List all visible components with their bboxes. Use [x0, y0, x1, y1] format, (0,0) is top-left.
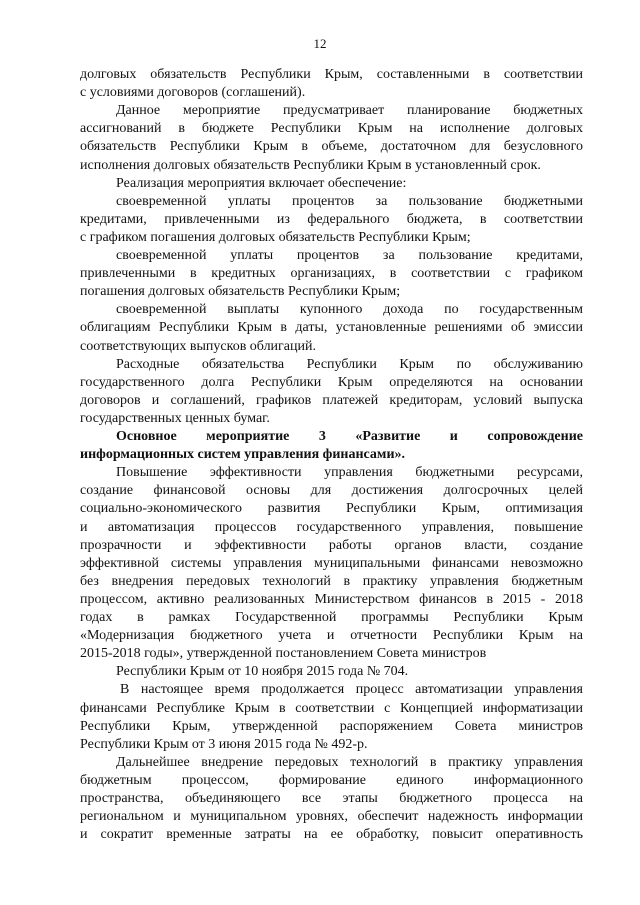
paragraph-line: привлеченными в кредитных организациях, в соответствии с графиком: [80, 266, 583, 282]
paragraph-line: региональном и муниципальном уровнях, обеспечит надежность информации: [80, 809, 583, 825]
paragraph-line: бюджетным процессом, формирование единого информационного: [80, 772, 583, 788]
paragraph-line: Реализация мероприятия включает обеспечение:: [116, 175, 407, 191]
paragraph-line: финансами Республике Крым в соответствии с Концепцией информатизации: [80, 700, 583, 716]
paragraph-line: «Модернизация бюджетного учета и отчетности Республики Крым на: [80, 628, 583, 644]
paragraph-line: создание финансовой основы для достижения долгосрочных целей: [80, 483, 583, 499]
paragraph-line: прозрачности и эффективности работы органов власти, создание: [80, 537, 583, 553]
paragraph-line: своевременной уплаты процентов за пользование бюджетными: [116, 193, 583, 209]
paragraph-line: Республики Крым от 10 ноября 2015 года № 704.: [116, 664, 409, 680]
paragraph-line: государственных ценных бумаг.: [80, 410, 270, 426]
paragraph-line: Повышение эффективности управления бюджетными ресурсами,: [116, 465, 583, 481]
paragraph-line: государственного долга Республики Крым определяются на основании: [80, 374, 583, 390]
paragraph-line: без внедрения передовых технологий в практику управления бюджетным: [80, 573, 583, 589]
paragraph-line: Республики Крым от 3 июня 2015 года № 492-р.: [80, 736, 368, 752]
section-heading-line: Основное мероприятие 3 «Развитие и сопровождение: [116, 429, 583, 444]
paragraph-line: эффективной системы управления муниципальными финансами невозможно: [80, 555, 583, 571]
paragraph-line: процессом, активно реализованных Министерством финансов в 2015 - 2018: [80, 591, 583, 607]
paragraph-line: своевременной уплаты процентов за пользование кредитами,: [116, 248, 583, 263]
paragraph-line: Расходные обязательства Республики Крым по обслуживанию: [116, 356, 583, 372]
paragraph-line: с условиями договоров (соглашений).: [80, 85, 306, 101]
page-number: 12: [313, 36, 327, 51]
paragraph-line: Данное мероприятие предусматривает планирование бюджетных: [116, 103, 583, 119]
paragraph-line: социально-экономического развития Республики Крым, оптимизация: [80, 501, 583, 517]
paragraph-line: ассигнований в бюджете Республики Крым на исполнение долговых: [80, 121, 583, 137]
paragraph-line: пространства, объединяющего все этапы бюджетного процесса на: [80, 791, 583, 806]
paragraph-line: погашения долговых обязательств Республики Крым;: [80, 284, 401, 300]
section-heading-line: информационных систем управления финансами».: [80, 447, 406, 463]
paragraph-line: кредитами, привлеченными из федерального бюджета, в соответствии: [80, 211, 583, 227]
paragraph-line: долговых обязательств Республики Крым, составленными в соответствии: [80, 67, 583, 82]
paragraph-line: соответствующих выпусков облигаций.: [80, 338, 316, 354]
paragraph-line: договоров и соглашений, графиков платежей кредиторам, условий выпуска: [80, 392, 583, 408]
paragraph-line: годах в рамках Государственной программы Республики Крым: [80, 610, 583, 625]
paragraph-line: Дальнейшее внедрение передовых технологий в практику управления: [116, 754, 583, 770]
paragraph-line: 2015-2018 годы», утвержденной постановлением Совета министров: [80, 646, 487, 662]
paragraph-line: обязательств Республики Крым в объеме, достаточном для безусловного: [80, 139, 583, 155]
paragraph-line: своевременной выплаты купонного дохода по государственным: [116, 302, 583, 318]
paragraph-line: Республики Крым, утвержденной распоряжением Совета министров: [80, 718, 583, 734]
paragraph-line: исполнения долговых обязательств Республики Крым в установленный срок.: [80, 157, 541, 173]
paragraph-line: облигациям Республики Крым в даты, установленные решениями об эмиссии: [80, 320, 583, 336]
paragraph-line: и автоматизация процессов государственного управления, повышение: [80, 519, 583, 535]
paragraph-line: В настоящее время продолжается процесс автоматизации управления: [120, 682, 583, 698]
paragraph-line: с графиком погашения долговых обязательств Республики Крым;: [80, 229, 471, 245]
paragraph-line: и сократит временные затраты на ее обработку, повысит оперативность: [80, 827, 583, 843]
